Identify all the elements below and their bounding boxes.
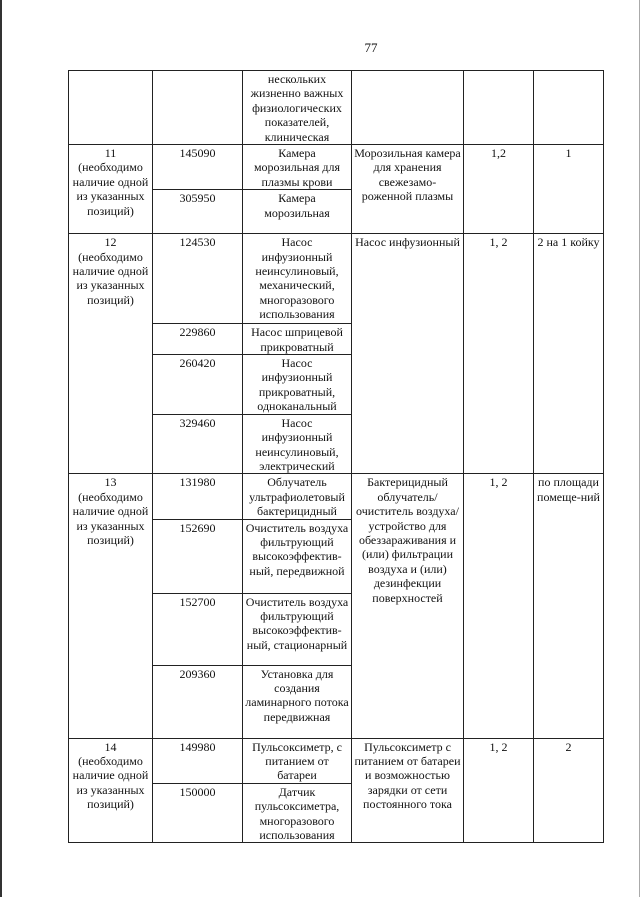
cell-division: 1, 2 (464, 234, 534, 474)
group-number: 12 (104, 235, 117, 250)
cell-purpose (352, 71, 464, 145)
cell-device-name: нескольких жизненно важных физиологических показателей, клиническая (243, 71, 352, 145)
cell-division: 1, 2 (464, 738, 534, 843)
cell-quantity: по площади помеще-ний (534, 474, 604, 738)
cell-code: 152700 (153, 593, 243, 665)
cell-num (69, 71, 153, 145)
cell-device-name: Установка для создания ламинарного потока передвижная (243, 665, 352, 738)
table-row (69, 145, 604, 190)
cell-num (69, 145, 153, 234)
cell-code: 124530 (153, 234, 243, 324)
table-row (69, 234, 604, 324)
cell-code: 229860 (153, 324, 243, 355)
cell-device-name: Датчик пульсоксиметра, многоразового использования (243, 783, 352, 843)
page-number: 77 (364, 40, 378, 55)
cell-device-name: Камера морозильная для плазмы крови (243, 145, 352, 190)
cell-quantity: 2 на 1 койку (534, 234, 604, 474)
cell-division (464, 71, 534, 145)
cell-code (153, 71, 243, 145)
group-note: (необходимо наличие одной из указанных позиций) (72, 753, 149, 812)
cell-code: 260420 (153, 355, 243, 415)
cell-device-name: Очиститель воздуха фильтрующий высокоэффектив-ный, стационарный (243, 593, 352, 665)
table-row (69, 474, 604, 519)
cell-code: 131980 (153, 474, 243, 519)
cell-device-name: Насос инфузионный неинсулиновый, механический, многоразового использования (243, 234, 352, 324)
cell-device-name: Насос инфузионный прикроватный, одноканальный (243, 355, 352, 415)
cell-code: 150000 (153, 783, 243, 843)
cell-purpose: Бактерицидный облучатель/ очиститель воздуха/ устройство для обеззараживания и (или) фильтрации воздуха и (или) дезинфекции поверхностей (352, 474, 464, 738)
cell-device-name: Насос инфузионный неинсулиновый, электрический (243, 414, 352, 474)
group-note: (необходимо наличие одной из указанных позиций) (72, 489, 149, 547)
equipment-table (68, 70, 604, 843)
cell-num (69, 738, 153, 843)
table-row (69, 738, 604, 783)
cell-num (69, 234, 153, 474)
cell-code: 149980 (153, 738, 243, 783)
cell-device-name: Очиститель воздуха фильтрующий высокоэффектив-ный, передвижной (243, 519, 352, 593)
scan-edge (0, 0, 2, 897)
group-number: 11 (104, 146, 117, 161)
group-note: (необходимо наличие одной из указанных позиций) (72, 160, 149, 218)
cell-purpose: Пульсоксиметр с питанием от батареи и возможностью зарядки от сети постоянного тока (352, 738, 464, 843)
cell-code: 305950 (153, 190, 243, 234)
group-number: 13 (104, 475, 117, 490)
cell-device-name: Насос шприцевой прикроватный (243, 324, 352, 355)
cell-code: 329460 (153, 414, 243, 474)
cell-division: 1,2 (464, 145, 534, 234)
cell-device-name: Камера морозильная (243, 190, 352, 234)
cell-num (69, 474, 153, 738)
cell-device-name: Облучатель ультрафиолетовый бактерицидный (243, 474, 352, 519)
cell-division: 1, 2 (464, 474, 534, 738)
cell-purpose: Морозильная камера для хранения свежезамо-роженной плазмы (352, 145, 464, 234)
cell-quantity (534, 71, 604, 145)
table-row (69, 71, 604, 145)
cell-code: 209360 (153, 665, 243, 738)
group-number: 14 (104, 739, 117, 754)
cell-purpose: Насос инфузионный (352, 234, 464, 474)
cell-code: 152690 (153, 519, 243, 593)
cell-code: 145090 (153, 145, 243, 190)
cell-quantity: 1 (534, 145, 604, 234)
cell-quantity: 2 (534, 738, 604, 843)
cell-device-name: Пульсоксиметр, с питанием от батареи (243, 738, 352, 783)
group-note: (необходимо наличие одной из указанных позиций) (72, 249, 149, 307)
